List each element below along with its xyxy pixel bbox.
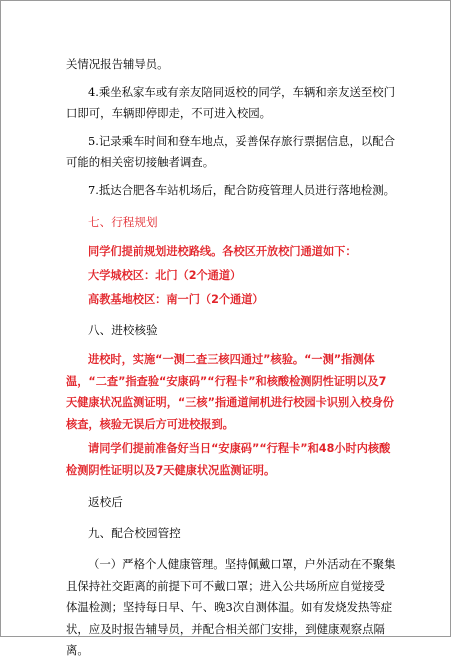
section-9-heading: 九、配合校园管控 — [88, 526, 181, 540]
campus-higher-education-base: 高教基地校区：南一门（2个通道） — [88, 293, 264, 306]
campus-university-town: 大学城校区：北门（2个通道） — [88, 269, 242, 282]
section-8-heading: 八、进校核验 — [88, 323, 158, 337]
section-7-intro: 同学们提前规划进校路线。各校区开放校门通道如下： — [88, 245, 357, 258]
section-7-heading: 七、行程规划 — [88, 215, 158, 229]
paragraph-arrival-test: 7.抵达合肥各车站机场后，配合防疫管理人员进行落地检测。 — [88, 183, 396, 197]
section-9-health-management-paragraph: （一）严格个人健康管理。坚持佩戴口罩，户外活动在不聚集且保持社交距离的前提下可不戴口罩；进入公共场所应自觉接受体温检测；坚持每日早、午、晚3次自测体温。如有发烧发热等症状，应及时报告辅导员，并配合相关部门安排，到健康观察点隔离。 — [66, 557, 396, 657]
paragraph-record-travel: 5.记录乘车时间和登车地点，妥善保存旅行票据信息，以配合可能的相关密切接触者调查。 — [66, 134, 396, 169]
section-8-preparation-paragraph: 请同学们提前准备好当日“安康码”“行程卡”和48小时内核酸检测阴性证明以及7天健康状况监测证明。 — [66, 442, 391, 477]
section-8-verification-paragraph: 进校时，实施“一测二查三核四通过”核验。“一测”指测体温，“二查”指查验“安康码”“行程卡”和核酸检测阴性证明以及7天健康状况监测证明，“三核”指通道闸机进行校园卡识别入校身份核查，核验无误后方可进校报到。 — [66, 353, 394, 431]
document-body — [66, 54, 396, 662]
paragraph-report-counselor: 关情况报告辅导员。 — [66, 57, 169, 71]
paragraph-private-car: 4.乘坐私家车或有亲友陪同返校的同学，车辆和亲友送至校门口即可，车辆即停即走，不可进入校园。 — [66, 85, 396, 120]
after-return-label: 返校后 — [88, 495, 123, 509]
